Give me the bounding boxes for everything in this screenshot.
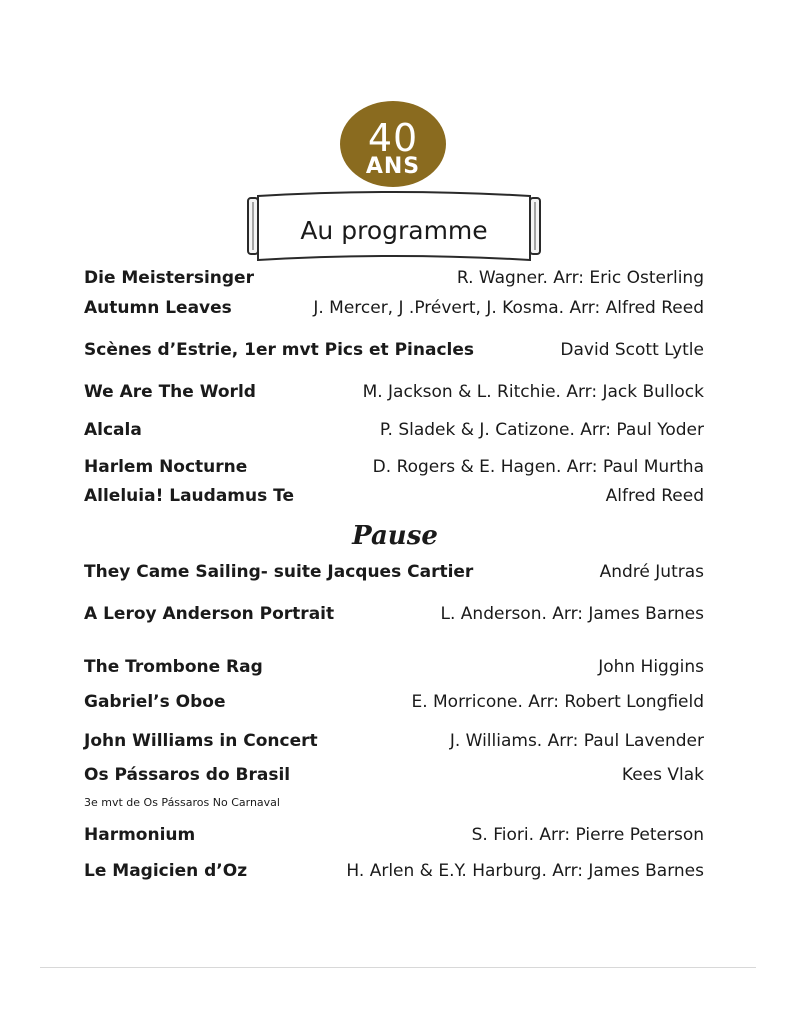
badge-label: ANS: [365, 154, 421, 179]
program-row: [84, 295, 704, 321]
program-row: [84, 728, 704, 754]
piece-title: A Leroy Anderson Portrait: [84, 604, 335, 624]
piece-composer: John Higgins: [598, 657, 704, 677]
piece-composer: David Scott Lytle: [560, 340, 704, 360]
piece-title: Alcala: [84, 420, 142, 440]
program-row: [84, 762, 704, 788]
piece-subtitle: 3e mvt de Os Pássaros No Carnaval: [84, 796, 280, 809]
pause-heading: Pause: [352, 521, 438, 551]
program-row: [84, 559, 704, 585]
bottom-divider: [40, 967, 756, 968]
piece-composer: Kees Vlak: [621, 765, 704, 785]
piece-title: Le Magicien d’Oz: [84, 861, 248, 881]
piece-title: The Trombone Rag: [84, 657, 263, 677]
program-row: [84, 379, 704, 405]
piece-composer: H. Arlen & E.Y. Harburg. Arr: James Barnes: [346, 861, 704, 881]
piece-title: Alleluia! Laudamus Te: [84, 486, 295, 506]
piece-title: Harlem Nocturne: [84, 457, 248, 477]
piece-title: Die Meistersinger: [84, 268, 254, 288]
program-row: [84, 654, 704, 680]
piece-composer: P. Sladek & J. Catizone. Arr: Paul Yoder: [379, 420, 704, 440]
program-row: [84, 858, 704, 884]
piece-composer: S. Fiori. Arr: Pierre Peterson: [471, 825, 704, 845]
piece-title: John Williams in Concert: [84, 731, 318, 751]
piece-title: Autumn Leaves: [84, 298, 232, 318]
piece-title: Harmonium: [84, 825, 196, 845]
program-row: [84, 417, 704, 443]
program-row: [84, 337, 704, 363]
piece-title: Os Pássaros do Brasil: [84, 765, 291, 785]
piece-composer: André Jutras: [599, 562, 704, 582]
piece-composer: E. Morricone. Arr: Robert Longfield: [411, 692, 704, 712]
program-row: [84, 689, 704, 715]
piece-composer: L. Anderson. Arr: James Barnes: [440, 604, 704, 624]
piece-composer: M. Jackson & L. Ritchie. Arr: Jack Bullock: [362, 382, 704, 402]
piece-title: Gabriel’s Oboe: [84, 692, 226, 712]
piece-title: Scènes d’Estrie, 1er mvt Pics et Pinacles: [84, 340, 475, 360]
piece-composer: Alfred Reed: [605, 486, 704, 506]
program-row: [84, 822, 704, 848]
piece-title: We Are The World: [84, 382, 256, 402]
piece-title: They Came Sailing- suite Jacques Cartier: [84, 562, 474, 582]
anniversary-badge: [340, 101, 446, 187]
program-row: [84, 483, 704, 509]
program-row: [84, 265, 704, 291]
piece-composer: D. Rogers & E. Hagen. Arr: Paul Murtha: [372, 457, 704, 477]
piece-composer: R. Wagner. Arr: Eric Osterling: [456, 268, 704, 288]
badge-number: 40: [367, 116, 419, 160]
piece-composer: J. Mercer, J .Prévert, J. Kosma. Arr: Alfred Reed: [313, 298, 704, 318]
program-row: [84, 454, 704, 480]
program-row: [84, 601, 704, 627]
banner-title: Au programme: [300, 216, 488, 245]
piece-composer: J. Williams. Arr: Paul Lavender: [449, 731, 704, 751]
